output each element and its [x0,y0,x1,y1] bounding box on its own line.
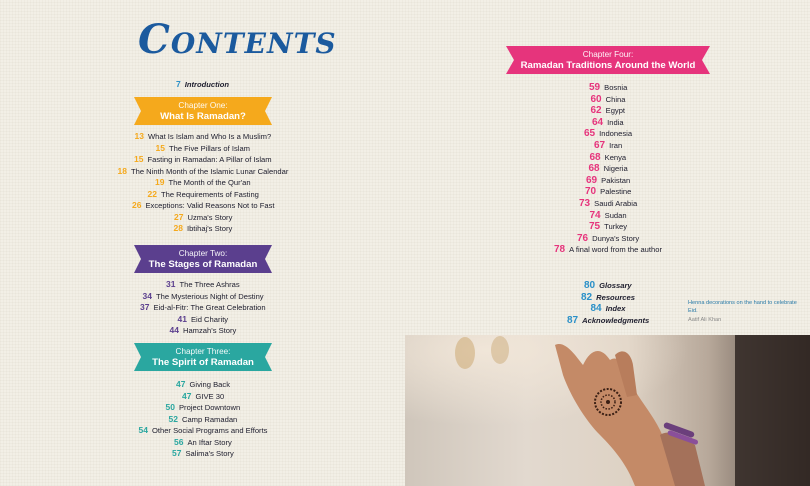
page-number: 75 [589,221,601,233]
entry-label: The Three Ashras [179,280,240,289]
page-number: 28 [173,223,183,233]
toc-entry[interactable] [156,143,251,154]
toc-entry[interactable] [178,314,229,325]
hand-illustration [405,335,810,486]
entry-label: Camp Ramadan [181,414,238,424]
entry-label: Introduction [184,80,230,89]
toc-entry[interactable] [140,302,266,313]
toc-entry[interactable] [584,128,632,139]
toc-entry[interactable] [567,315,649,326]
page-number: 44 [169,325,179,335]
chapter-four-label: Chapter Four: [582,50,634,59]
chapter-four-title: Ramadan Traditions Around the World [520,60,696,71]
entry-label: China [605,94,626,104]
toc-entry[interactable] [174,223,233,234]
entry-label: The Ninth Month of the Islamic Lunar Calendar [130,166,289,176]
toc-entry-introduction[interactable] [176,79,229,90]
page-number: 59 [589,82,601,93]
page-number: 80 [584,280,596,291]
page-number: 69 [586,174,598,186]
page-number: 37 [140,302,150,312]
page-number: 67 [594,140,606,151]
toc-entry[interactable] [139,425,268,436]
entry-label: The Month of the Qur'an [168,178,251,187]
toc-entry[interactable] [589,82,627,93]
toc-entry[interactable] [590,210,627,221]
entry-label: Resources [596,292,635,302]
page-number: 84 [590,303,602,315]
toc-entry[interactable] [169,414,238,425]
page-number: 64 [592,116,604,128]
toc-entry[interactable] [592,117,624,128]
chapter-three-label: Chapter Three: [175,347,231,356]
page-number: 52 [168,413,178,424]
entry-label: An Iftar Story [187,437,232,447]
page-number: 78 [554,244,566,256]
entry-label: Index [605,304,626,314]
toc-entry[interactable] [590,152,627,163]
entry-label: Palestine [600,187,632,197]
entry-label: Nigeria [603,164,628,174]
entry-label: Acknowledgments [582,315,650,325]
entry-label: Turkey [604,222,628,232]
toc-entry[interactable] [182,391,224,402]
page-number: 15 [155,142,165,153]
toc-entry[interactable] [589,163,628,174]
photo-caption [688,300,798,325]
toc-entry[interactable] [579,198,637,209]
chapter-four-banner [506,46,710,74]
entry-label: Eid Charity [190,314,229,324]
page-number: 18 [117,165,127,176]
entry-label: Fasting in Ramadan: A Pillar of Islam [147,155,272,164]
entry-label: Sudan [604,210,627,220]
entry-label: Hamzah's Story [182,326,237,335]
toc-entry[interactable] [591,94,626,105]
page-number: 54 [138,425,148,435]
toc-entry[interactable] [174,437,232,448]
toc-entry[interactable] [166,402,241,413]
toc-entry[interactable] [589,221,627,232]
entry-label: A final word from the author [569,245,662,255]
toc-entry[interactable] [135,131,272,142]
page-number: 31 [166,279,176,289]
page-number: 15 [134,154,144,164]
entry-label: Indonesia [599,129,633,139]
page-number: 26 [132,200,142,210]
toc-entry[interactable] [591,105,626,116]
toc-entry[interactable] [172,448,234,459]
page-number: 47 [176,379,186,389]
entry-label: Pakistan [601,175,631,185]
toc-entry[interactable] [591,303,626,314]
entry-label: India [607,117,624,127]
page-number: 56 [174,436,184,447]
entry-label: Egypt [605,106,626,116]
toc-entry[interactable] [170,325,237,336]
page-title: Contents [138,16,337,63]
entry-label: Uzma's Story [187,212,233,222]
page-number: 62 [590,105,602,117]
page-number: 68 [588,163,600,175]
toc-entry[interactable] [577,233,639,244]
toc-entry[interactable] [166,279,240,290]
chapter-one-title: What Is Ramadan? [160,111,246,122]
entry-label: Saudi Arabia [594,199,638,208]
page-number: 34 [142,290,152,301]
page-number: 68 [589,151,601,163]
page-number: 87 [567,314,579,326]
entry-label: Eid-al-Fitr: The Great Celebration [153,303,266,312]
toc-entry[interactable] [586,175,630,186]
entry-label: Project Downtown [178,403,241,412]
entry-label: GIVE 30 [195,391,225,401]
page-number: 27 [174,211,184,222]
toc-entry[interactable] [176,379,230,390]
page-number: 47 [182,390,192,401]
page-number: 50 [165,402,175,412]
chapter-three-title: The Spirit of Ramadan [152,357,254,368]
entry-label: Giving Back [189,380,230,389]
entry-label: The Requirements of Fasting [160,189,259,199]
page-number: 13 [134,131,144,141]
entry-label: Other Social Programs and Efforts [151,426,268,435]
chapter-two-label: Chapter Two: [178,249,228,258]
entry-label: Iran [609,141,623,150]
page-number: 7 [176,79,181,89]
page-number: 60 [590,93,602,105]
chapter-two-banner [134,245,272,273]
page-number: 65 [584,128,596,140]
toc-entry[interactable] [585,186,631,197]
entry-label: What Is Islam and Who Is a Muslim? [147,132,272,141]
page-number: 57 [172,448,182,458]
toc-entry[interactable] [174,212,232,223]
entry-label: Bosnia [604,83,628,92]
toc-entry[interactable] [143,291,264,302]
page-number: 19 [155,177,165,187]
page-number: 74 [589,209,601,221]
entry-label: Ibtihaj's Story [186,224,233,233]
caption-text: Henna decorations on the hand to celebrate Eid. [688,300,797,314]
toc-entry[interactable] [584,280,632,291]
entry-label: Dunya's Story [592,233,640,243]
photo-credit: Aatif Ali Khan [688,317,722,323]
page-number: 73 [579,198,591,209]
page-number: 82 [581,291,593,303]
toc-entry[interactable] [148,189,259,200]
toc-entry[interactable] [155,177,251,188]
chapter-two-title: The Stages of Ramadan [148,259,258,270]
entry-label: Glossary [599,281,632,290]
page-number: 70 [585,186,597,198]
entry-label: Exceptions: Valid Reasons Not to Fast [145,201,275,210]
page-number: 76 [577,232,589,244]
page-number: 41 [177,313,187,324]
toc-entry[interactable] [132,200,274,211]
chapter-one-banner [134,97,272,125]
henna-hand-photo [405,335,810,486]
chapter-three-banner [134,343,272,371]
entry-label: The Mysterious Night of Destiny [155,291,264,301]
toc-entry[interactable] [581,292,635,303]
toc-entry[interactable] [118,166,289,177]
toc-entry[interactable] [594,140,622,151]
entry-label: Salima's Story [185,449,234,458]
entry-label: The Five Pillars of Islam [168,143,250,153]
toc-entry[interactable] [134,154,272,165]
entry-label: Kenya [604,152,627,162]
toc-entry[interactable] [554,244,662,255]
chapter-one-label: Chapter One: [178,101,228,110]
page-number: 22 [147,188,157,199]
